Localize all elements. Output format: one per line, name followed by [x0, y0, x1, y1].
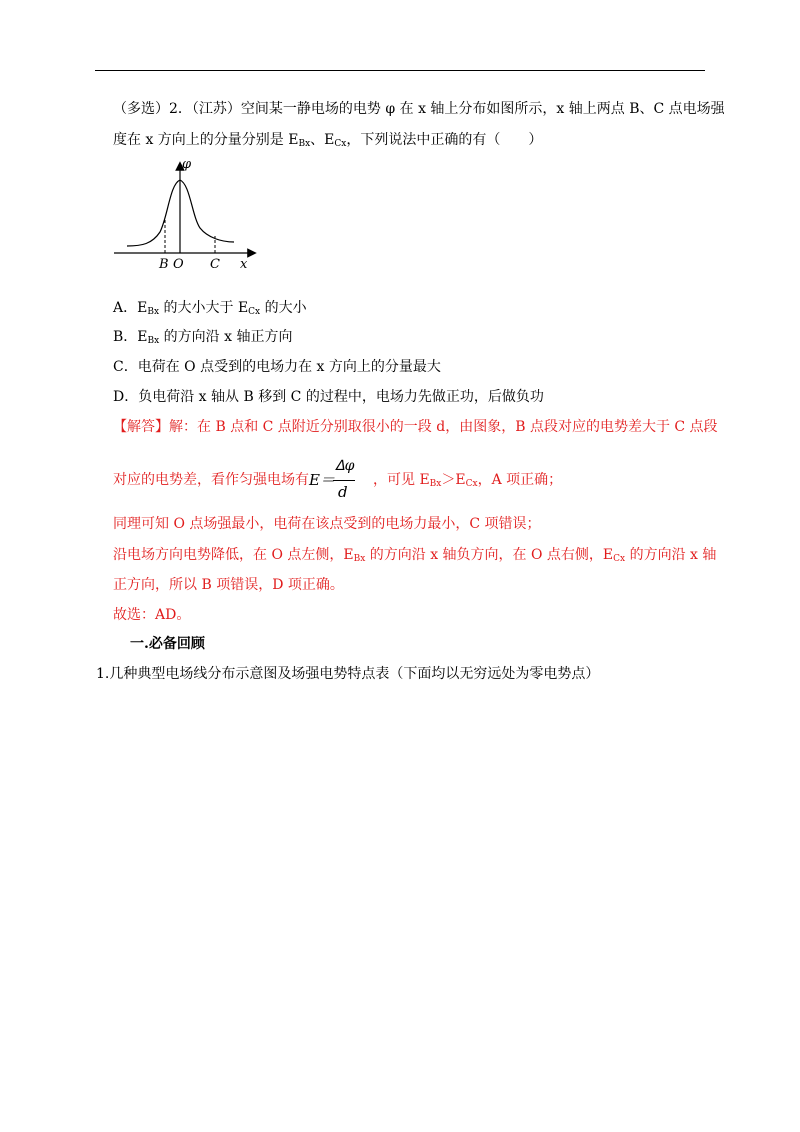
question-stem-2b: 、E — [310, 132, 335, 148]
answer-tag: 【解答】 — [113, 419, 169, 435]
formula-numerator: ᐃφ — [335, 458, 355, 474]
answer-text-2b: ，可见 E — [373, 472, 430, 488]
answer-text-2a: 对应的电势差，看作匀强电场有 — [113, 472, 309, 488]
section-item-1: 1.几种典型电场线分布示意图及场强电势特点表（下面均以无穷远处为零电势点） — [96, 666, 600, 682]
formula-denominator: d — [338, 483, 348, 501]
answer-text-1: 解：在 B 点和 C 点附近分别取很小的一段 d，由图象，B 点段对应的电势差大于 C 点段 — [169, 419, 718, 435]
label-b: B — [159, 257, 169, 272]
header-rule — [95, 70, 705, 71]
answer-text-2-rest — [373, 472, 562, 488]
option-c: C．电荷在 O 点受到的电场力在 x 方向上的分量最大 — [113, 359, 441, 375]
field-formula — [309, 458, 373, 502]
fraction-bar — [333, 480, 355, 481]
subscript-cx: Cx — [334, 139, 347, 149]
label-c: C — [210, 257, 220, 272]
answer-line-6: 故选：AD。 — [113, 607, 191, 623]
answer-text-4a: 沿电场方向电势降低，在 O 点左侧，E — [113, 547, 354, 563]
question-number: 2． — [169, 101, 192, 117]
answer-line-5: 正方向，所以 B 项错误，D 项正确。 — [113, 577, 344, 593]
option-a-suffix: 的大小 — [260, 300, 307, 316]
subscript-cx: Cx — [465, 479, 478, 489]
answer-text-4b: 的方向沿 x 轴负方向，在 O 点右侧，E — [365, 547, 614, 563]
option-a — [113, 298, 307, 318]
answer-line-4 — [113, 545, 716, 565]
option-b — [113, 327, 292, 347]
question-stem-2a: 度在 x 方向上的分量分别是 E — [113, 132, 299, 148]
question-source: （江苏） — [191, 101, 241, 117]
answer-line-3: 同理可知 O 点场强最小，电荷在该点受到的电场力最小，C 项错误； — [113, 516, 541, 532]
subscript-bx: Bx — [298, 139, 311, 149]
option-a-prefix: A．E — [113, 300, 148, 316]
answer-line-1 — [113, 417, 718, 437]
x-axis-label: x — [240, 257, 248, 272]
subscript-bx: Bx — [429, 479, 442, 489]
answer-text-2c: ＞E — [441, 472, 466, 488]
answer-text-4c: 的方向沿 x 轴 — [625, 547, 717, 563]
subscript-bx: Bx — [147, 307, 160, 317]
answer-text-2d: ，A 项正确； — [477, 472, 563, 488]
subscript-bx: Bx — [147, 336, 160, 346]
subscript-bx: Bx — [353, 554, 366, 564]
section-heading: 一.必备回顾 — [130, 636, 205, 652]
question-line-2 — [113, 130, 542, 150]
label-o: O — [173, 257, 184, 272]
option-d: D．负电荷沿 x 轴从 B 移到 C 的过程中，电场力先做正功，后做负功 — [113, 389, 544, 405]
question-stem-1: 空间某一静电场的电势 φ 在 x 轴上分布如图所示，x 轴上两点 B、C 点电场强 — [240, 101, 725, 117]
answer-line-2 — [113, 458, 562, 502]
question-tag: （多选） — [113, 101, 169, 117]
subscript-cx: Cx — [613, 554, 626, 564]
option-b-prefix: B．E — [113, 329, 148, 345]
question-line-1 — [113, 99, 725, 119]
formula-lhs: E＝ — [309, 471, 335, 489]
y-axis-label: φ — [182, 157, 192, 172]
subscript-cx: Cx — [248, 307, 261, 317]
option-a-mid: 的大小大于 E — [159, 300, 249, 316]
option-b-suffix: 的方向沿 x 轴正方向 — [159, 329, 293, 345]
question-stem-2c: ，下列说法中正确的有（ ） — [346, 132, 543, 148]
potential-graph — [112, 156, 262, 274]
